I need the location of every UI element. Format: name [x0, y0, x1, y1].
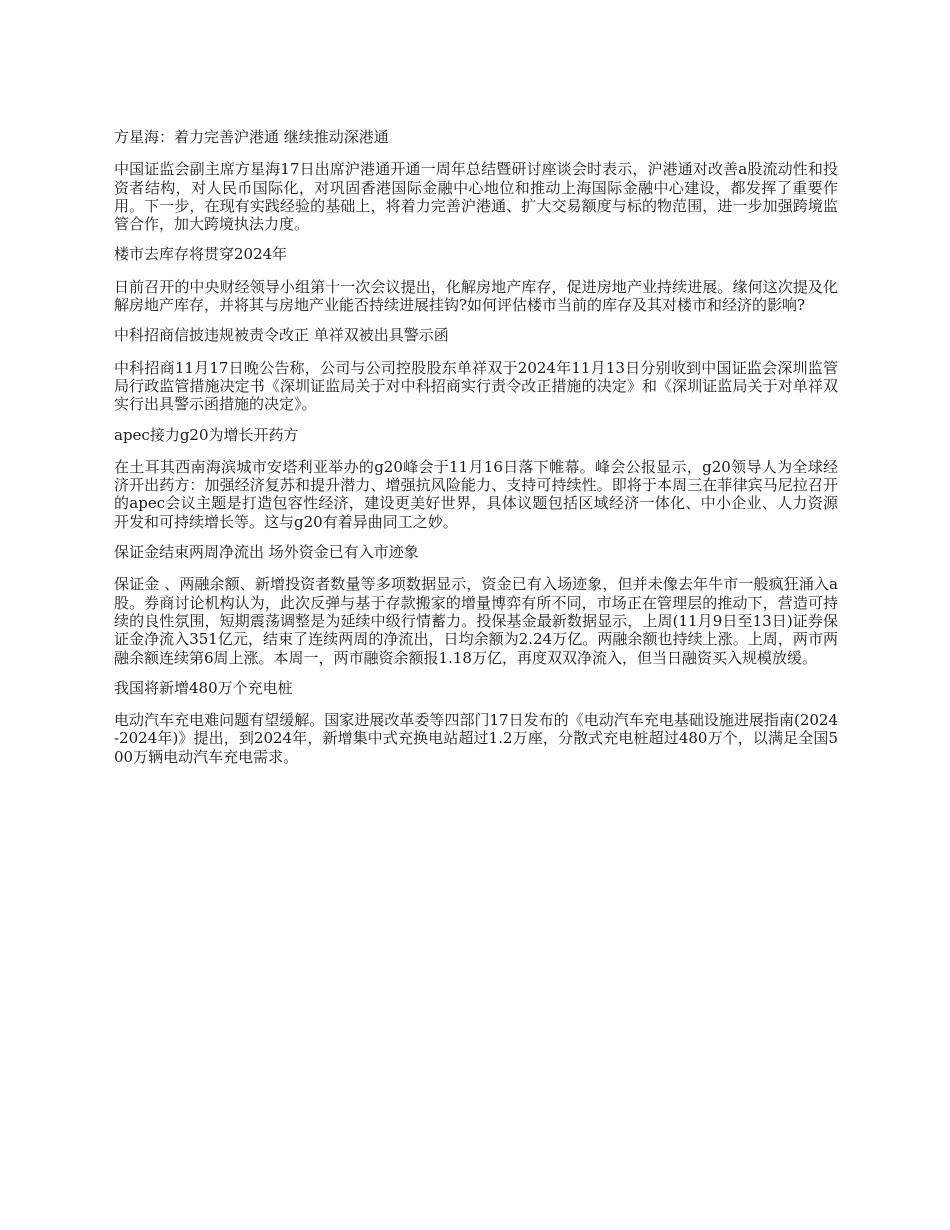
- news-digest: [114, 118, 838, 778]
- article-headline: 保证金结束两周净流出 场外资金已有入市迹象: [114, 543, 419, 562]
- article-headline: 中科招商信披违规被责令改正 单祥双被出具警示函: [114, 326, 449, 345]
- article-headline: apec接力g20为增长开药方: [114, 425, 299, 444]
- article-body: 中科招商11月17日晚公告称，公司与公司控股股东单祥双于2024年11月13日分别收到中国证监会深圳监管局行政监管措施决定书《深圳证监局关于对中科招商实行责令改正措施的决定》和《深圳证监局关于对单祥双实行出具警示函措施的决定》。: [114, 358, 838, 414]
- article-body: 在土耳其西南海滨城市安塔利亚举办的g20峰会于11月16日落下帷幕。峰会公报显示，g20领导人为全球经济开出药方：加强经济复苏和提升潜力、增强抗风险能力、支持可持续性。即将于本周三在菲律宾马尼拉召开的apec会议主题是打造包容性经济，建设更美好世界，具体议题包括区域经济一体化、中小企业、人力资源开发和可持续增长等。这与g20有着异曲同工之妙。: [114, 457, 838, 531]
- article-body: 保证金 、两融余额、新增投资者数量等多项数据显示，资金已有入场迹象，但并未像去年牛市一般疯狂涌入a股。券商讨论机构认为，此次反弹与基于存款搬家的增量博弈有所不同，市场正在管理层的推动下，营造可持续的良性氛围，短期震荡调整是为延续中级行情蓄力。投保基金最新数据显示，上周(11月9日至13日)证券保证金净流入351亿元，结束了连续两周的净流出，日均余额为2.24万亿。两融余额也持续上涨。上周，两市两融余额连续第6周上涨。本周一，两市融资余额报1.18万亿，再度双双净流入，但当日融资买入规模放缓。: [114, 575, 838, 667]
- article-body: 电动汽车充电难问题有望缓解。国家进展改革委等四部门17日发布的《电动汽车充电基础设施进展指南(2024-2024年)》提出，到2024年，新增集中式充换电站超过1.2万座，分散式充电桩超过480万个，以满足全国500万辆电动汽车充电需求。: [114, 711, 838, 766]
- article-body: 日前召开的中央财经领导小组第十一次会议提出，化解房地产库存，促进房地产业持续进展。缘何这次提及化解房地产库存，并将其与房地产业能否持续进展挂钩?如何评估楼市当前的库存及其对楼市和经济的影响?: [114, 277, 838, 315]
- article-headline: 楼市去库存将贯穿2024年: [114, 245, 288, 264]
- article-body: 中国证监会副主席方星海17日出席沪港通开通一周年总结暨研讨座谈会时表示，沪港通对改善a股流动性和投资者结构，对人民币国际化，对巩固香港国际金融中心地位和推动上海国际金融中心建设，都发挥了重要作用。下一步，在现有实践经验的基础上，将着力完善沪港通、扩大交易额度与标的物范围，进一步加强跨境监管合作，加大跨境执法力度。: [114, 160, 838, 234]
- article-headline: 我国将新增480万个充电桩: [114, 678, 293, 697]
- article-headline: 方星海：着力完善沪港通 继续推动深港通: [114, 128, 389, 146]
